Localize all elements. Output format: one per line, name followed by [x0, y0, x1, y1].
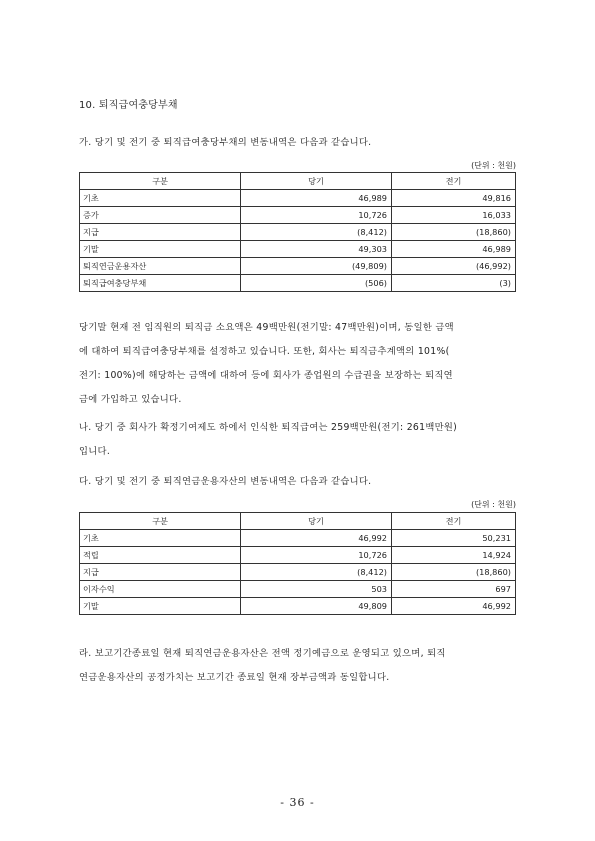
row-label: 기초 — [80, 190, 241, 207]
note-d-line2: 연금운용자산의 공정가치는 보고기간 종료일 현재 장부금액과 동일합니다. — [79, 672, 390, 683]
table-a-unit: (단위 : 천원) — [471, 161, 516, 170]
table-row — [80, 581, 516, 598]
row-label: 기초 — [80, 530, 241, 547]
table-a-intro: 가. 당기 및 전기 중 퇴직급여충당부채의 변동내역은 다음과 같습니다. — [79, 137, 372, 148]
table-row — [80, 530, 516, 547]
table-row — [80, 207, 516, 224]
row-current: 10,726 — [241, 207, 392, 224]
row-label: 기말 — [80, 241, 241, 258]
row-prior: (18,860) — [392, 564, 516, 581]
row-prior: (3) — [392, 275, 516, 292]
row-current: 503 — [241, 581, 392, 598]
row-prior: 16,033 — [392, 207, 516, 224]
header-current: 당기 — [241, 513, 392, 530]
header-prior: 전기 — [392, 513, 516, 530]
note-a-line4: 금에 가입하고 있습니다. — [79, 394, 182, 405]
table-row — [80, 564, 516, 581]
table-row — [80, 190, 516, 207]
note-b-line2: 입니다. — [79, 446, 111, 457]
row-current: (8,412) — [241, 224, 392, 241]
row-current: 49,809 — [241, 598, 392, 615]
row-label: 적립 — [80, 547, 241, 564]
table-row — [80, 258, 516, 275]
row-label: 지급 — [80, 564, 241, 581]
header-current: 당기 — [241, 173, 392, 190]
table-row — [80, 275, 516, 292]
row-prior: 49,816 — [392, 190, 516, 207]
row-current: (8,412) — [241, 564, 392, 581]
reserve-table — [79, 172, 516, 292]
table-header-row — [80, 173, 516, 190]
plan-asset-table — [79, 512, 516, 615]
section-heading: 10. 퇴직급여충당부채 — [79, 100, 178, 111]
row-current: 49,303 — [241, 241, 392, 258]
table-row — [80, 598, 516, 615]
table-row — [80, 547, 516, 564]
row-prior: 46,992 — [392, 598, 516, 615]
row-current: (49,809) — [241, 258, 392, 275]
row-prior: 50,231 — [392, 530, 516, 547]
row-label: 퇴직급여충당부채 — [80, 275, 241, 292]
note-a-line3: 전기: 100%)에 해당하는 금액에 대하여 등에 회사가 종업원의 수급권을 보장하는 퇴직연 — [79, 370, 453, 381]
row-label: 기말 — [80, 598, 241, 615]
table-row — [80, 224, 516, 241]
row-current: (506) — [241, 275, 392, 292]
note-a-line1: 당기말 현재 전 임직원의 퇴직금 소요액은 49백만원(전기말: 47백만원)이며, 동일한 금액 — [79, 322, 454, 333]
table-c-intro: 다. 당기 및 전기 중 퇴직연금운용자산의 변동내역은 다음과 같습니다. — [79, 476, 372, 487]
row-label: 퇴직연금운용자산 — [80, 258, 241, 275]
row-current: 10,726 — [241, 547, 392, 564]
header-category: 구분 — [80, 173, 241, 190]
row-current: 46,989 — [241, 190, 392, 207]
table-row — [80, 241, 516, 258]
note-b-line1: 나. 당기 중 회사가 확정기여제도 하에서 인식한 퇴직급여는 259백만원(전기: 261백만원) — [79, 422, 458, 433]
table-c-unit: (단위 : 천원) — [471, 500, 516, 509]
note-a-line2: 에 대하여 퇴직급여충당부채를 설정하고 있습니다. 또한, 회사는 퇴직금추계액의 101%( — [79, 346, 450, 357]
row-label: 이자수익 — [80, 581, 241, 598]
row-label: 지급 — [80, 224, 241, 241]
row-current: 46,992 — [241, 530, 392, 547]
note-d-line1: 라. 보고기간종료일 현재 퇴직연금운용자산은 전액 정기예금으로 운영되고 있으며, 퇴직 — [79, 648, 446, 659]
header-category: 구분 — [80, 513, 241, 530]
row-prior: 14,924 — [392, 547, 516, 564]
header-prior: 전기 — [392, 173, 516, 190]
table-header-row — [80, 513, 516, 530]
row-prior: (46,992) — [392, 258, 516, 275]
page-number: - 36 - — [280, 796, 315, 809]
row-label: 증가 — [80, 207, 241, 224]
row-prior: 46,989 — [392, 241, 516, 258]
row-prior: 697 — [392, 581, 516, 598]
row-prior: (18,860) — [392, 224, 516, 241]
